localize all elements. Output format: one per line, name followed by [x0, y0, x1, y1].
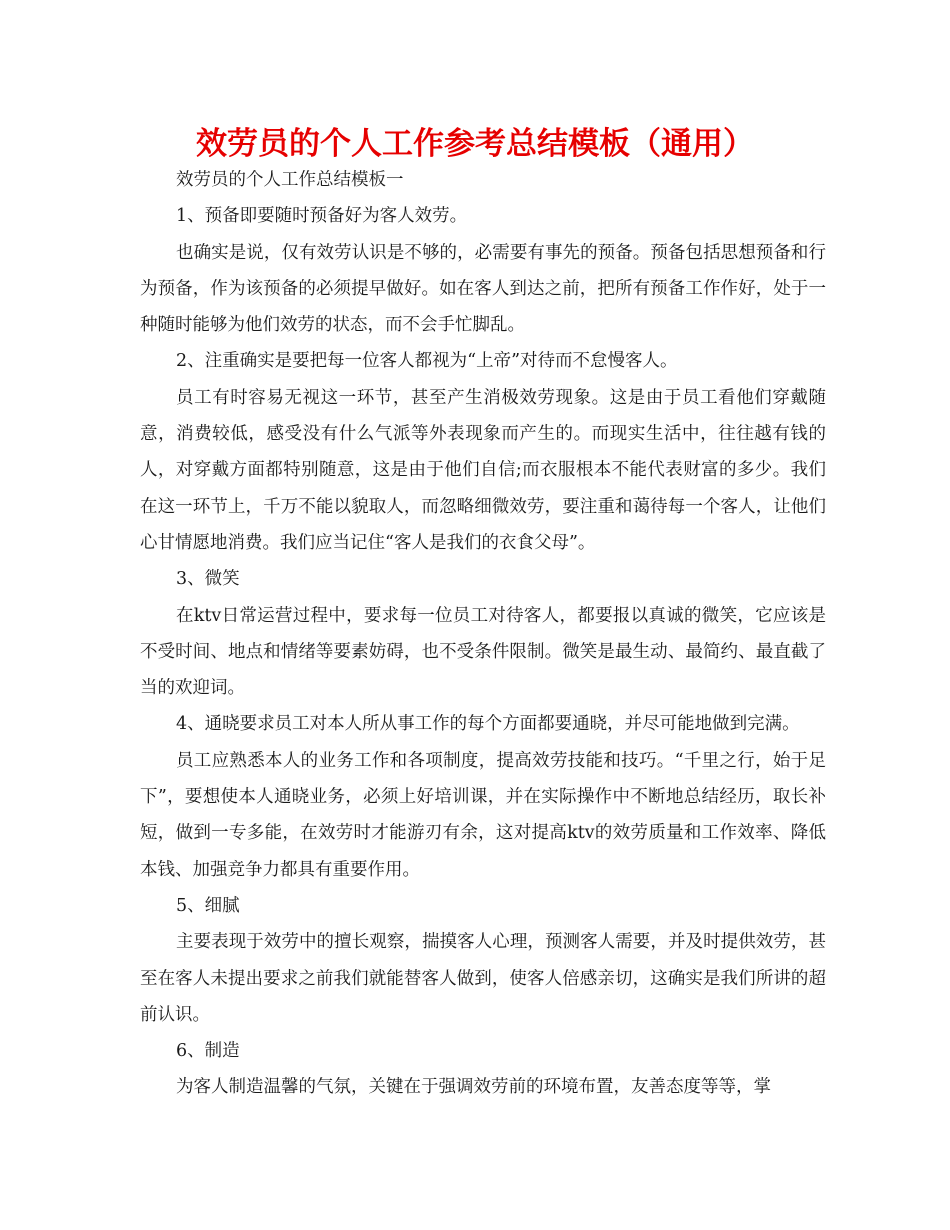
body-paragraph: 为客人制造温馨的气氛，关键在于强调效劳前的环境布置，友善态度等等，掌	[176, 1077, 771, 1098]
document-body	[140, 162, 826, 1106]
section-heading-6: 6、制造	[176, 1041, 240, 1062]
body-paragraph: 主要表现于效劳中的擅长观察，揣摸客人心理，预测客人需要，并及时提供效劳，甚至在客人未提出要求之前我们就能替客人做到，使客人倍感亲切，这确实是我们所讲的超前认识。	[140, 932, 826, 1025]
body-paragraph: 也确实是说，仅有效劳认识是不够的，必需要有事先的预备。预备包括思想预备和行为预备，作为该预备的必须提早做好。如在客人到达之前，把所有预备工作作好，处于一种随时能够为他们效劳的状态，而不会手忙脚乱。	[140, 242, 826, 336]
body-paragraph: 员工应熟悉本人的业务工作和各项制度，提高效劳技能和技巧。“千里之行，始于足下”，要想使本人通晓业务，必须上好培训课，并在实际操作中不断地总结经历，取长补短，做到一专多能，在效劳时才能游刃有余，这对提高ktv的效劳质量和工作效率、降低本钱、加强竞争力都具有重要作用。	[140, 750, 826, 880]
section-heading-5: 5、细腻	[176, 895, 240, 916]
document-title: 效劳员的个人工作参考总结模板（通用）	[196, 126, 754, 162]
subtitle-paragraph: 效劳员的个人工作总结模板一	[176, 170, 404, 190]
body-paragraph: 在ktv日常运营过程中，要求每一位员工对待客人，都要报以真诚的微笑，它应该是不受时间、地点和情绪等要素妨碍，也不受条件限制。微笑是最生动、最简约、最直截了当的欢迎词。	[140, 605, 826, 699]
section-heading-1: 1、预备即要随时预备好为客人效劳。	[176, 206, 468, 227]
section-heading-4: 4、通晓要求员工对本人所从事工作的每个方面都要通晓，并尽可能地做到完满。	[176, 714, 800, 735]
section-heading-2: 2、注重确实是要把每一位客人都视为“上帝”对待而不怠慢客人。	[176, 351, 678, 372]
section-heading-3: 3、微笑	[176, 569, 240, 590]
body-paragraph: 员工有时容易无视这一环节，甚至产生消极效劳现象。这是由于员工看他们穿戴随意，消费较低，感受没有什么气派等外表现象而产生的。而现实生活中，往往越有钱的人，对穿戴方面都特别随意，这是由于他们自信;而衣服根本不能代表财富的多少。我们在这一环节上，千万不能以貌取人，而忽略细微效劳，要注重和蔼待每一个客人，让他们心甘情愿地消费。我们应当记住“客人是我们的衣食父母”。	[140, 387, 826, 553]
